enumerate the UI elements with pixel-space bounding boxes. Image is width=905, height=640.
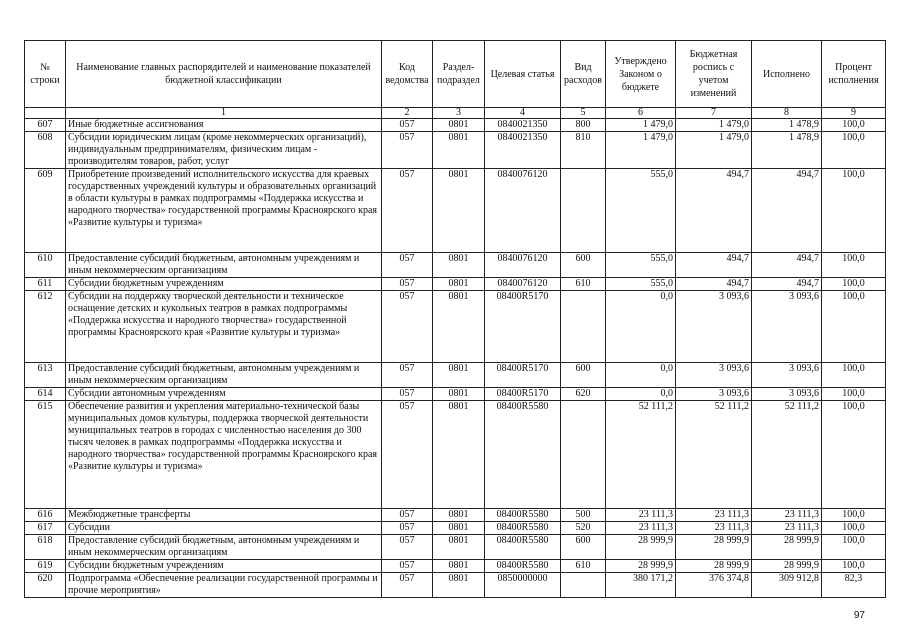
percent-cell: 100,0 — [822, 401, 886, 509]
row-number-cell: 619 — [25, 560, 66, 573]
table-row — [25, 560, 886, 573]
table-row — [25, 169, 886, 253]
expense-type-cell: 810 — [561, 132, 606, 169]
approved-cell: 28 999,9 — [606, 560, 676, 573]
column-number: 5 — [561, 108, 606, 119]
percent-cell: 100,0 — [822, 363, 886, 388]
column-number: 8 — [752, 108, 822, 119]
dept-code-cell: 057 — [382, 253, 433, 278]
section-cell: 0801 — [433, 169, 485, 253]
page-number: 97 — [853, 610, 865, 621]
section-cell: 0801 — [433, 132, 485, 169]
approved-cell: 1 479,0 — [606, 119, 676, 132]
percent-cell: 100,0 — [822, 522, 886, 535]
approved-cell: 52 111,2 — [606, 401, 676, 509]
row-number-cell: 617 — [25, 522, 66, 535]
percent-cell: 100,0 — [822, 119, 886, 132]
table-row — [25, 388, 886, 401]
approved-cell: 0,0 — [606, 291, 676, 363]
name-cell: Субсидии на поддержку творческой деятельности и техническое оснащение детских и кукольных театров в рамках подпрограммы «Поддержка искусства и народного творчества» государственной программы Красноярского края «Развитие культуры и туризма» — [66, 291, 382, 363]
table-row — [25, 119, 886, 132]
budget-list-cell: 52 111,2 — [676, 401, 752, 509]
budget-list-cell: 494,7 — [676, 169, 752, 253]
row-number-cell: 608 — [25, 132, 66, 169]
header-row-no: № строки — [25, 41, 66, 108]
expense-type-cell — [561, 169, 606, 253]
executed-cell: 3 093,6 — [752, 291, 822, 363]
budget-list-cell: 23 111,3 — [676, 509, 752, 522]
dept-code-cell: 057 — [382, 560, 433, 573]
section-cell: 0801 — [433, 253, 485, 278]
header-percent: Процент исполнения — [822, 41, 886, 108]
dept-code-cell: 057 — [382, 401, 433, 509]
executed-cell: 28 999,9 — [752, 560, 822, 573]
name-cell: Иные бюджетные ассигнования — [66, 119, 382, 132]
percent-cell: 100,0 — [822, 132, 886, 169]
expense-type-cell: 600 — [561, 535, 606, 560]
expense-type-cell — [561, 291, 606, 363]
approved-cell: 1 479,0 — [606, 132, 676, 169]
section-cell: 0801 — [433, 363, 485, 388]
target-cell: 08400R5580 — [485, 509, 561, 522]
target-cell: 08400R5170 — [485, 388, 561, 401]
budget-table — [24, 40, 886, 598]
header-row — [25, 41, 886, 108]
budget-list-cell: 494,7 — [676, 278, 752, 291]
approved-cell: 555,0 — [606, 278, 676, 291]
budget-list-cell: 28 999,9 — [676, 535, 752, 560]
approved-cell: 555,0 — [606, 253, 676, 278]
name-cell: Субсидии автономным учреждениям — [66, 388, 382, 401]
budget-list-cell: 3 093,6 — [676, 291, 752, 363]
row-number-cell: 614 — [25, 388, 66, 401]
row-number-cell: 607 — [25, 119, 66, 132]
expense-type-cell: 610 — [561, 560, 606, 573]
dept-code-cell: 057 — [382, 278, 433, 291]
table-row — [25, 509, 886, 522]
dept-code-cell: 057 — [382, 388, 433, 401]
executed-cell: 3 093,6 — [752, 363, 822, 388]
row-number-cell: 616 — [25, 509, 66, 522]
percent-cell: 100,0 — [822, 535, 886, 560]
target-cell: 0850000000 — [485, 573, 561, 598]
expense-type-cell: 620 — [561, 388, 606, 401]
section-cell: 0801 — [433, 509, 485, 522]
executed-cell: 494,7 — [752, 253, 822, 278]
budget-list-cell: 3 093,6 — [676, 388, 752, 401]
target-cell: 0840021350 — [485, 132, 561, 169]
approved-cell: 555,0 — [606, 169, 676, 253]
expense-type-cell — [561, 573, 606, 598]
name-cell: Предоставление субсидий бюджетным, автономным учреждениям и иным некоммерческим организациям — [66, 363, 382, 388]
expense-type-cell: 600 — [561, 253, 606, 278]
column-number: 2 — [382, 108, 433, 119]
approved-cell: 23 111,3 — [606, 522, 676, 535]
approved-cell: 380 171,2 — [606, 573, 676, 598]
budget-list-cell: 28 999,9 — [676, 560, 752, 573]
row-number-cell: 611 — [25, 278, 66, 291]
table-row — [25, 401, 886, 509]
executed-cell: 309 912,8 — [752, 573, 822, 598]
table-row — [25, 253, 886, 278]
row-number-cell: 620 — [25, 573, 66, 598]
target-cell: 08400R5580 — [485, 522, 561, 535]
target-cell: 0840076120 — [485, 253, 561, 278]
executed-cell: 1 478,9 — [752, 132, 822, 169]
name-cell: Субсидии бюджетным учреждениям — [66, 278, 382, 291]
column-number: 7 — [676, 108, 752, 119]
target-cell: 08400R5580 — [485, 401, 561, 509]
budget-list-cell: 1 479,0 — [676, 132, 752, 169]
header-budget-list: Бюджетная роспись с учетом изменений — [676, 41, 752, 108]
name-cell: Субсидии юридическим лицам (кроме некоммерческих организаций), индивидуальным предпринимателям, физическим лицам - производителям товаров, работ, услуг — [66, 132, 382, 169]
section-cell: 0801 — [433, 401, 485, 509]
budget-list-cell: 376 374,8 — [676, 573, 752, 598]
name-cell: Приобретение произведений исполнительского искусства для краевых государственных учреждений культуры и образовательных организаций в области культуры в рамках подпрограммы «Поддержка искусства и народного творчества» государственной программы Красноярского края «Развитие культуры и туризма» — [66, 169, 382, 253]
dept-code-cell: 057 — [382, 509, 433, 522]
dept-code-cell: 057 — [382, 119, 433, 132]
name-cell: Предоставление субсидий бюджетным, автономным учреждениям и иным некоммерческим организациям — [66, 535, 382, 560]
executed-cell: 494,7 — [752, 278, 822, 291]
header-expense-type: Вид расходов — [561, 41, 606, 108]
budget-list-cell: 23 111,3 — [676, 522, 752, 535]
table-row — [25, 291, 886, 363]
column-number: 4 — [485, 108, 561, 119]
row-number-cell: 615 — [25, 401, 66, 509]
approved-cell: 28 999,9 — [606, 535, 676, 560]
approved-cell: 0,0 — [606, 363, 676, 388]
column-number-row — [25, 108, 886, 119]
column-number: 1 — [66, 108, 382, 119]
table-row — [25, 132, 886, 169]
executed-cell: 28 999,9 — [752, 535, 822, 560]
row-number-cell: 610 — [25, 253, 66, 278]
expense-type-cell: 600 — [561, 363, 606, 388]
target-cell: 0840076120 — [485, 278, 561, 291]
target-cell: 0840021350 — [485, 119, 561, 132]
executed-cell: 1 478,9 — [752, 119, 822, 132]
executed-cell: 23 111,3 — [752, 509, 822, 522]
executed-cell: 3 093,6 — [752, 388, 822, 401]
name-cell: Подпрограмма «Обеспечение реализации государственной программы и прочие мероприятия» — [66, 573, 382, 598]
section-cell: 0801 — [433, 119, 485, 132]
section-cell: 0801 — [433, 560, 485, 573]
row-number-cell: 612 — [25, 291, 66, 363]
table-row — [25, 535, 886, 560]
expense-type-cell: 520 — [561, 522, 606, 535]
target-cell: 08400R5580 — [485, 535, 561, 560]
header-approved: Утверждено Законом о бюджете — [606, 41, 676, 108]
row-number-cell: 609 — [25, 169, 66, 253]
percent-cell: 100,0 — [822, 278, 886, 291]
section-cell: 0801 — [433, 535, 485, 560]
percent-cell: 82,3 — [822, 573, 886, 598]
percent-cell: 100,0 — [822, 169, 886, 253]
dept-code-cell: 057 — [382, 535, 433, 560]
dept-code-cell: 057 — [382, 522, 433, 535]
column-number: 9 — [822, 108, 886, 119]
header-name: Наименование главных распорядителей и наименование показателей бюджетной классификации — [66, 41, 382, 108]
table-row — [25, 522, 886, 535]
header-dept-code: Код ведомства — [382, 41, 433, 108]
header-executed: Исполнено — [752, 41, 822, 108]
table-body — [25, 119, 886, 598]
approved-cell: 0,0 — [606, 388, 676, 401]
percent-cell: 100,0 — [822, 291, 886, 363]
table-row — [25, 573, 886, 598]
expense-type-cell: 500 — [561, 509, 606, 522]
expense-type-cell: 610 — [561, 278, 606, 291]
percent-cell: 100,0 — [822, 253, 886, 278]
percent-cell: 100,0 — [822, 560, 886, 573]
section-cell: 0801 — [433, 388, 485, 401]
header-section: Раздел-подраздел — [433, 41, 485, 108]
expense-type-cell — [561, 401, 606, 509]
target-cell: 08400R5170 — [485, 291, 561, 363]
percent-cell: 100,0 — [822, 509, 886, 522]
executed-cell: 494,7 — [752, 169, 822, 253]
column-number: 3 — [433, 108, 485, 119]
name-cell: Субсидии — [66, 522, 382, 535]
dept-code-cell: 057 — [382, 132, 433, 169]
section-cell: 0801 — [433, 278, 485, 291]
dept-code-cell: 057 — [382, 169, 433, 253]
target-cell: 08400R5170 — [485, 363, 561, 388]
column-number — [25, 108, 66, 119]
dept-code-cell: 057 — [382, 573, 433, 598]
target-cell: 08400R5580 — [485, 560, 561, 573]
column-number: 6 — [606, 108, 676, 119]
target-cell: 0840076120 — [485, 169, 561, 253]
row-number-cell: 618 — [25, 535, 66, 560]
budget-list-cell: 3 093,6 — [676, 363, 752, 388]
budget-list-cell: 1 479,0 — [676, 119, 752, 132]
executed-cell: 23 111,3 — [752, 522, 822, 535]
budget-report-sheet — [24, 40, 885, 598]
name-cell: Предоставление субсидий бюджетным, автономным учреждениям и иным некоммерческим организациям — [66, 253, 382, 278]
name-cell: Межбюджетные трансферты — [66, 509, 382, 522]
expense-type-cell: 800 — [561, 119, 606, 132]
executed-cell: 52 111,2 — [752, 401, 822, 509]
row-number-cell: 613 — [25, 363, 66, 388]
dept-code-cell: 057 — [382, 291, 433, 363]
header-target: Целевая статья — [485, 41, 561, 108]
table-row — [25, 363, 886, 388]
section-cell: 0801 — [433, 522, 485, 535]
dept-code-cell: 057 — [382, 363, 433, 388]
name-cell: Субсидии бюджетным учреждениям — [66, 560, 382, 573]
section-cell: 0801 — [433, 573, 485, 598]
percent-cell: 100,0 — [822, 388, 886, 401]
name-cell: Обеспечение развития и укрепления материально-технической базы муниципальных домов культуры, поддержка творческой деятельности муниципальных театров в городах с численностью населения до 300 тысяч человек в рамках подпрограммы «Поддержка искусства и народного творчества» государственной программы Красноярского края «Развитие культуры и туризма» — [66, 401, 382, 509]
table-row — [25, 278, 886, 291]
budget-list-cell: 494,7 — [676, 253, 752, 278]
approved-cell: 23 111,3 — [606, 509, 676, 522]
section-cell: 0801 — [433, 291, 485, 363]
